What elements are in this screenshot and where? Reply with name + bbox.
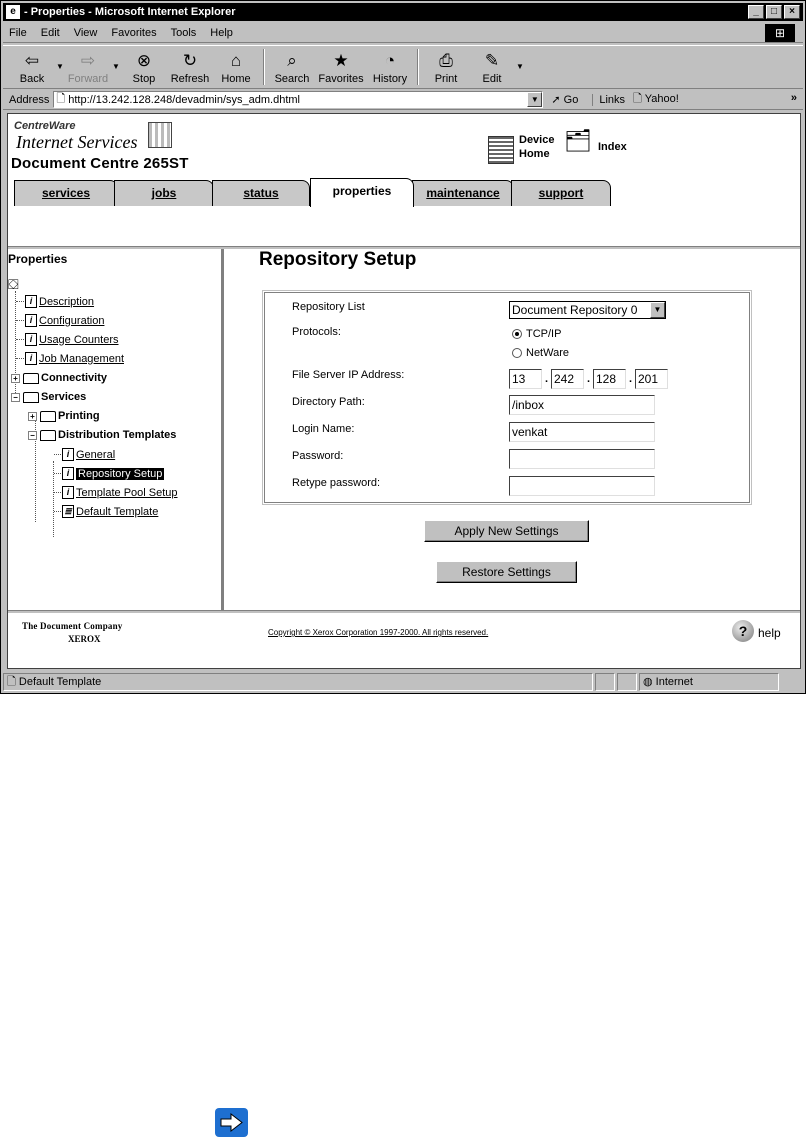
zone-cell [639,673,779,691]
nav-repository-setup[interactable] [54,467,164,480]
address-dropdown-icon[interactable]: ▼ [527,92,542,107]
ip-octet-3[interactable]: 128 [593,369,626,389]
nav-default-template-label[interactable]: Default Template [76,505,159,518]
forward-arrow-icon: ⇨ [80,51,96,70]
nav-description[interactable] [16,295,94,308]
repository-list-label: Repository List [292,301,365,313]
forward-dropdown[interactable]: ▼ [112,62,120,71]
printer-logo-icon [148,122,172,148]
nav-distribution-templates-label[interactable]: Distribution Templates [58,429,177,441]
search-icon: ⌕ [287,51,297,70]
restore-settings-button[interactable]: Restore Settings [436,561,577,583]
collapse-icon[interactable]: − [28,431,37,440]
ie-icon: e [6,5,20,19]
document-icon: i [62,467,74,480]
folder-icon [23,373,39,384]
directory-path-input[interactable]: /inbox [509,395,655,415]
help-icon[interactable]: ? [732,620,754,642]
ip-address-label: File Server IP Address: [292,369,405,381]
toolbar-separator [263,49,265,85]
nav-connectivity-label[interactable]: Connectivity [41,372,108,384]
print-button[interactable] [423,46,469,88]
expand-icon[interactable]: + [11,374,20,383]
radio-selected-icon[interactable] [512,329,522,339]
address-label: Address [9,93,50,106]
go-button[interactable] [551,93,578,106]
window-title: - Properties - Microsoft Internet Explorer [24,6,236,18]
folder-open-icon [40,430,56,441]
status-bar [3,673,803,691]
tab-status[interactable]: status [212,180,310,206]
ip-separator: . [628,373,633,385]
refresh-label: Refresh [170,73,210,85]
password-input[interactable] [509,449,655,469]
zone-label: Internet [655,676,693,688]
ip-octet-4[interactable]: 201 [635,369,668,389]
edit-button[interactable] [469,46,515,88]
collapse-icon[interactable]: − [11,393,20,402]
yahoo-label: Yahoo! [644,93,679,105]
protocol-netware-radio[interactable] [509,347,569,359]
brand-internet-services: Internet Services [16,132,138,152]
printer-icon: ⎙ [439,51,453,70]
ip-octet-1[interactable]: 13 [509,369,542,389]
maximize-button[interactable]: □ [766,5,782,19]
favorites-icon: ★ [333,51,349,70]
forward-label: Forward [67,73,109,85]
company-tagline: The Document Company [22,621,123,631]
protocols-label: Protocols: [292,326,341,338]
back-button[interactable] [9,46,55,88]
page-icon: 🗋 [633,93,642,105]
password-label: Password: [292,450,344,462]
go-label: Go [563,94,579,106]
address-bar [3,90,803,110]
print-label: Print [434,73,458,85]
protocol-tcpip-label: TCP/IP [526,328,562,340]
template-icon: ≣ [62,505,74,518]
nav-template-pool-setup-label[interactable]: Template Pool Setup [76,486,178,499]
menu-edit[interactable]: Edit [40,26,60,39]
more-links-icon[interactable]: » [790,92,797,104]
brand-centreware: CentreWare [14,120,76,132]
tab-jobs[interactable]: jobs [114,180,214,206]
tab-maintenance[interactable]: maintenance [412,180,514,206]
forward-button[interactable] [65,46,111,88]
close-button[interactable]: × [784,5,800,19]
retype-password-label: Retype password: [292,477,381,489]
login-name-label: Login Name: [292,423,355,435]
retype-password-input[interactable] [509,476,655,496]
nav-configuration-label[interactable]: Configuration [39,314,105,327]
footer-divider [8,610,801,613]
nav-job-management-label[interactable]: Job Management [39,352,124,365]
login-name-input[interactable]: venkat [509,422,655,442]
status-text-cell [3,673,593,691]
device-name: Document Centre 265ST [11,155,189,172]
menu-bar [3,23,803,43]
nav-template-pool-setup[interactable] [54,486,178,499]
address-input[interactable] [53,91,543,108]
xerox-logo: XEROX [68,634,101,644]
address-url: http://13.242.128.248/devadmin/sys_adm.dhtml [68,93,300,106]
history-button[interactable] [367,46,413,88]
toolbar-separator [417,49,419,85]
tab-properties[interactable]: properties [310,178,414,207]
document-icon: i [62,448,74,461]
search-label: Search [274,73,310,85]
radio-unselected-icon[interactable] [512,348,522,358]
yahoo-link[interactable] [633,90,679,109]
protocol-tcpip-radio[interactable] [509,328,561,340]
history-icon: ◔ [384,51,396,70]
nav-title: Properties [8,252,68,266]
back-arrow-icon: ⇦ [24,51,40,70]
minimize-button[interactable]: _ [748,5,764,19]
status-cell [595,673,615,691]
tab-services[interactable]: services [14,180,118,206]
page-icon: 🗋 [7,676,16,688]
stop-button[interactable] [121,46,167,88]
device-home-label-1: Device [519,134,555,146]
device-home-icon[interactable] [488,136,514,164]
nav-usage-counters-label[interactable]: Usage Counters [39,333,119,346]
globe-icon: ◍ [643,676,653,688]
tab-bar [14,178,614,206]
document-icon: i [25,333,37,346]
windows-logo-icon: ⊞ [765,24,795,42]
page-icon: 🗋 [56,93,66,105]
repository-list-value: Document Repository 0 [512,303,638,317]
nav-default-template[interactable] [54,505,158,518]
chevron-down-icon[interactable]: ▼ [650,302,665,318]
nav-printing-label[interactable]: Printing [58,410,100,422]
nav-printing[interactable] [28,410,100,422]
title-bar [3,3,803,21]
nav-distribution-templates[interactable] [28,429,176,441]
refresh-button[interactable] [167,46,213,88]
properties-nav [8,249,224,610]
back-label: Back [19,73,45,85]
repository-form [264,292,750,503]
menu-file[interactable]: File [9,26,27,39]
links-button[interactable]: Links [592,94,625,106]
root-icon: ⛋ [8,276,19,292]
status-cell [617,673,637,691]
menu-help[interactable]: Help [210,26,233,39]
standard-toolbar [3,45,803,89]
favorites-label: Favorites [318,73,364,85]
page-content [7,113,801,669]
repository-list-select[interactable] [509,301,666,319]
nav-connectivity[interactable] [11,372,107,384]
refresh-icon: ↻ [182,51,198,70]
ip-address-fields [509,369,668,389]
nav-configuration[interactable] [16,314,104,327]
copyright-link[interactable]: Copyright © Xerox Corporation 1997-2000. All rights reserved. [268,628,489,637]
ip-separator: . [586,373,591,385]
document-icon: i [25,352,37,365]
page-title: Repository Setup [259,249,417,270]
apply-settings-button[interactable]: Apply New Settings [424,520,589,542]
status-text: Default Template [18,676,102,688]
go-arrow-icon: ➚ [551,94,561,106]
index-link[interactable]: Index [598,141,627,153]
folder-open-icon [23,392,39,403]
expand-icon[interactable]: + [28,412,37,421]
edit-label: Edit [482,73,502,85]
device-home-link[interactable] [519,133,554,161]
edit-icon: ✎ [484,51,500,70]
folder-icon [40,411,56,422]
tab-support[interactable]: support [511,180,611,206]
next-arrow-icon [215,1108,248,1137]
document-icon: i [25,314,37,327]
index-icon[interactable]: 🗂 [564,128,592,153]
menu-view[interactable]: View [73,26,98,39]
nav-services-label[interactable]: Services [41,391,87,403]
ip-octet-2[interactable]: 242 [551,369,584,389]
stop-icon: ⊗ [136,51,152,70]
nav-general-label[interactable]: General [76,448,116,461]
nav-services[interactable] [11,391,86,403]
nav-general[interactable] [54,448,115,461]
nav-job-management[interactable] [16,352,124,365]
directory-path-label: Directory Path: [292,396,365,408]
nav-description-label[interactable]: Description [39,295,95,308]
nav-repository-setup-label[interactable]: Repository Setup [78,467,163,480]
stop-label: Stop [132,73,156,85]
home-icon: ⌂ [230,51,242,70]
edit-dropdown[interactable]: ▼ [516,62,524,71]
document-icon: i [62,486,74,499]
favorites-button[interactable] [315,46,367,88]
history-label: History [372,73,408,85]
home-button[interactable] [213,46,259,88]
document-icon: i [25,295,37,308]
back-dropdown[interactable]: ▼ [56,62,64,71]
home-label: Home [221,73,251,85]
device-home-label-2: Home [519,148,550,160]
nav-usage-counters[interactable] [16,333,119,346]
help-link[interactable]: help [758,626,781,640]
search-button[interactable] [269,46,315,88]
menu-tools[interactable]: Tools [170,26,197,39]
protocol-netware-label: NetWare [526,347,569,359]
ip-separator: . [544,373,549,385]
menu-favorites[interactable]: Favorites [111,26,157,39]
